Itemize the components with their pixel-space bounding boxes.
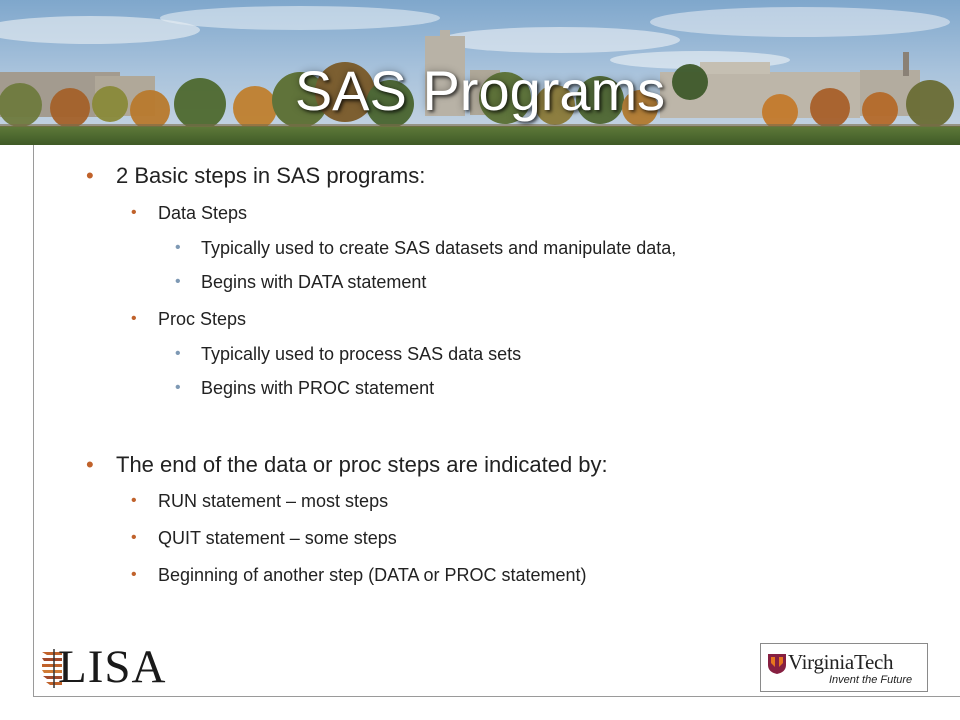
bullet-l2 [131,202,248,224]
bullet-l3 [175,237,677,259]
lisa-logo-text: LISA [58,641,167,693]
bullet-text: 2 Basic steps in SAS programs: [116,163,426,188]
vt-shield-icon [767,653,787,675]
bullet-l3 [175,271,427,293]
slide-title: SAS Programs [294,59,666,122]
bullet-dot: • [131,310,137,327]
bullet-dot: • [131,566,137,583]
frame-bottom-line [33,696,960,697]
virginia-tech-tagline: Invent the Future [829,674,913,686]
frame-left-line [33,145,34,697]
bullet-dot: • [131,492,137,509]
bullet-text: Typically used to process SAS data sets [201,344,522,364]
bullet-l1 [86,452,608,478]
bullet-dot: • [175,273,181,290]
bullet-text: Data Steps [158,203,248,223]
header-banner [0,0,960,145]
bullet-dot: • [175,345,181,362]
bullet-dot: • [131,204,137,221]
bullet-dot: • [175,239,181,256]
bullet-dot: • [86,452,94,477]
bullet-text: QUIT statement – some steps [158,528,397,548]
bullet-text: RUN statement – most steps [158,491,389,511]
bullet-l2 [131,564,587,586]
virginia-tech-name: VirginiaTech [788,650,894,674]
bullet-l2 [131,490,389,512]
bullet-l1 [86,163,426,189]
bullet-dot: • [175,379,181,396]
bullet-text: Beginning of another step (DATA or PROC statement) [158,565,587,585]
bullet-text: The end of the data or proc steps are indicated by: [116,452,608,477]
bullet-l3 [175,377,435,399]
bullet-text: Begins with DATA statement [201,272,427,292]
bullet-text: Begins with PROC statement [201,378,435,398]
bullet-l2 [131,308,247,330]
bullet-text: Proc Steps [158,309,247,329]
bullet-dot: • [131,529,137,546]
bullet-l2 [131,527,397,549]
bullet-text: Typically used to create SAS datasets and manipulate data, [201,238,677,258]
bullet-l3 [175,343,522,365]
virginia-tech-logo [760,643,928,692]
bullet-dot: • [86,163,94,188]
